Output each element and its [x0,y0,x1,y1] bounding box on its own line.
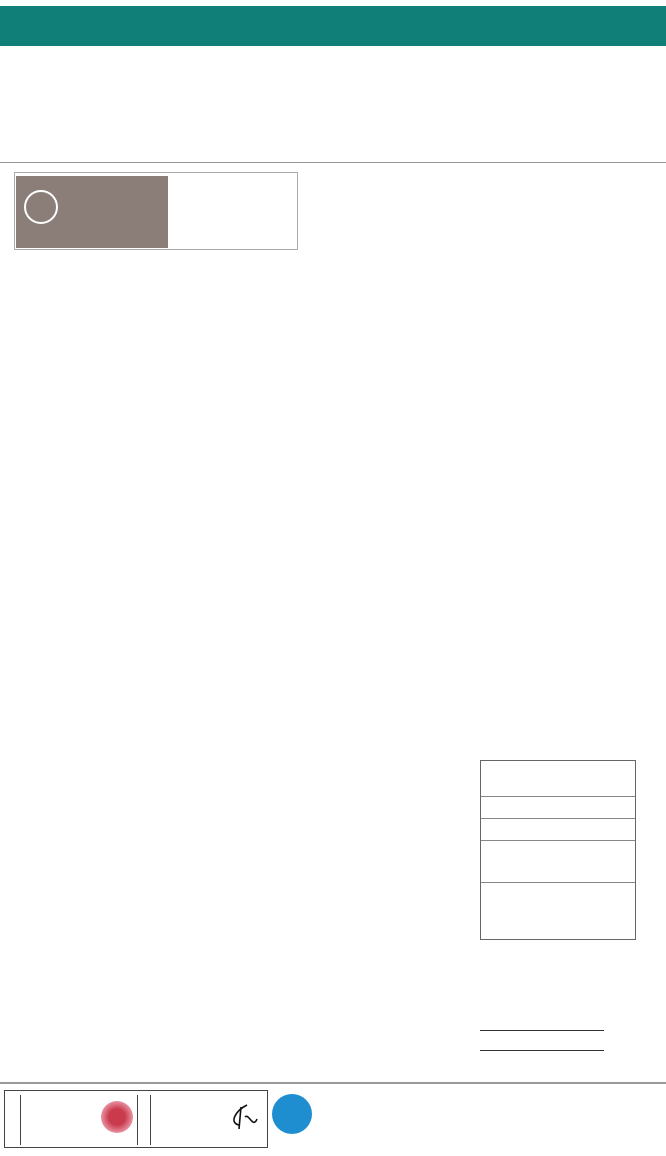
legend-below-limit [481,767,635,797]
sml-logo [272,1094,312,1134]
legend-na [481,821,635,841]
divider [0,1082,666,1084]
confirm-label [137,1095,151,1145]
signature [225,1099,261,1135]
legend-qns [481,799,635,819]
signature-box [4,1090,268,1148]
check-label [7,1095,21,1145]
legend-box [480,760,636,940]
divider [0,162,666,163]
legend-ideal-levels [481,847,635,883]
divider [480,1050,604,1051]
legend-lab-provider [481,889,635,925]
report-title [0,6,666,46]
globe-icon [24,190,58,224]
seal-stamp [101,1101,133,1133]
divider [480,1030,604,1031]
trace-elements-logo [16,176,168,248]
